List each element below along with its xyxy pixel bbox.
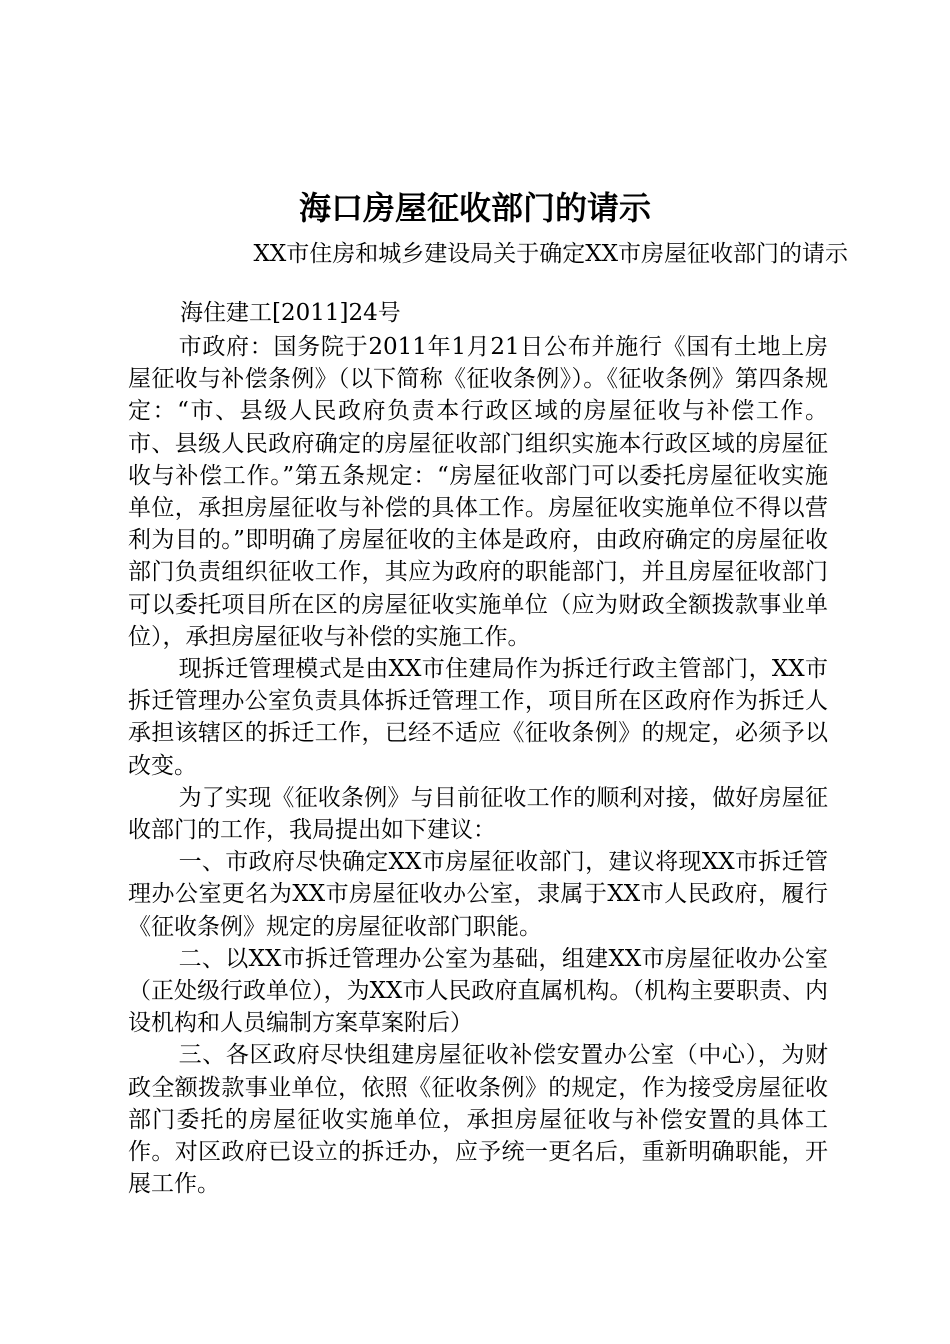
document-body: [128, 331, 828, 1200]
document-number: 海住建工[2011]24号: [180, 300, 401, 326]
body-paragraph-salutation: 市政府：国务院于2011年1月21日公布并施行《国有土地上房屋征收与补偿条例》（以下简称《征收条例》）。《征收条例》第四条规定：“市、县级人民政府负责本行政区域的房屋征收与补偿工作。市、县级人民政府确定的房屋征收部门组织实施本行政区域的房屋征收与补偿工作。”第五条规定：“房屋征收部门可以委托房屋征收实施单位，承担房屋征收与补偿的具体工作。房屋征收实施单位不得以营利为目的。”即明确了房屋征收的主体是政府，由政府确定的房屋征收部门负责组织征收工作，其应为政府的职能部门，并且房屋征收部门可以委托项目所在区的房屋征收实施单位（应为财政全额拨款事业单位），承担房屋征收与补偿的实施工作。: [128, 334, 828, 650]
body-paragraph-item-2: 二、以XX市拆迁管理办公室为基础，组建XX市房屋征收办公室（正处级行政单位），为XX市人民政府直属机构。（机构主要职责、内设机构和人员编制方案草案附后）: [128, 945, 828, 1037]
document-subtitle: XX市住房和城乡建设局关于确定XX市房屋征收部门的请示: [253, 241, 848, 267]
body-paragraph-proposal-intro: 为了实现《征收条例》与目前征收工作的顺利对接，做好房屋征收部门的工作，我局提出如下建议：: [128, 784, 828, 844]
body-paragraph-item-3: 三、各区政府尽快组建房屋征收补偿安置办公室（中心），为财政全额拨款事业单位，依照《征收条例》的规定，作为接受房屋征收部门委托的房屋征收实施单位，承担房屋征收与补偿安置的具体工作。对区政府已设立的拆迁办，应予统一更名后，重新明确职能，开展工作。: [128, 1042, 828, 1198]
body-paragraph-current-model: 现拆迁管理模式是由XX市住建局作为拆迁行政主管部门，XX市拆迁管理办公室负责具体拆迁管理工作，项目所在区政府作为拆迁人承担该辖区的拆迁工作，已经不适应《征收条例》的规定，必须予以改变。: [128, 656, 828, 779]
document-title: 海口房屋征收部门的请示: [298, 189, 651, 227]
body-paragraph-item-1: 一、市政府尽快确定XX市房屋征收部门，建议将现XX市拆迁管理办公室更名为XX市房屋征收办公室，隶属于XX市人民政府，履行《征收条例》规定的房屋征收部门职能。: [128, 849, 828, 940]
